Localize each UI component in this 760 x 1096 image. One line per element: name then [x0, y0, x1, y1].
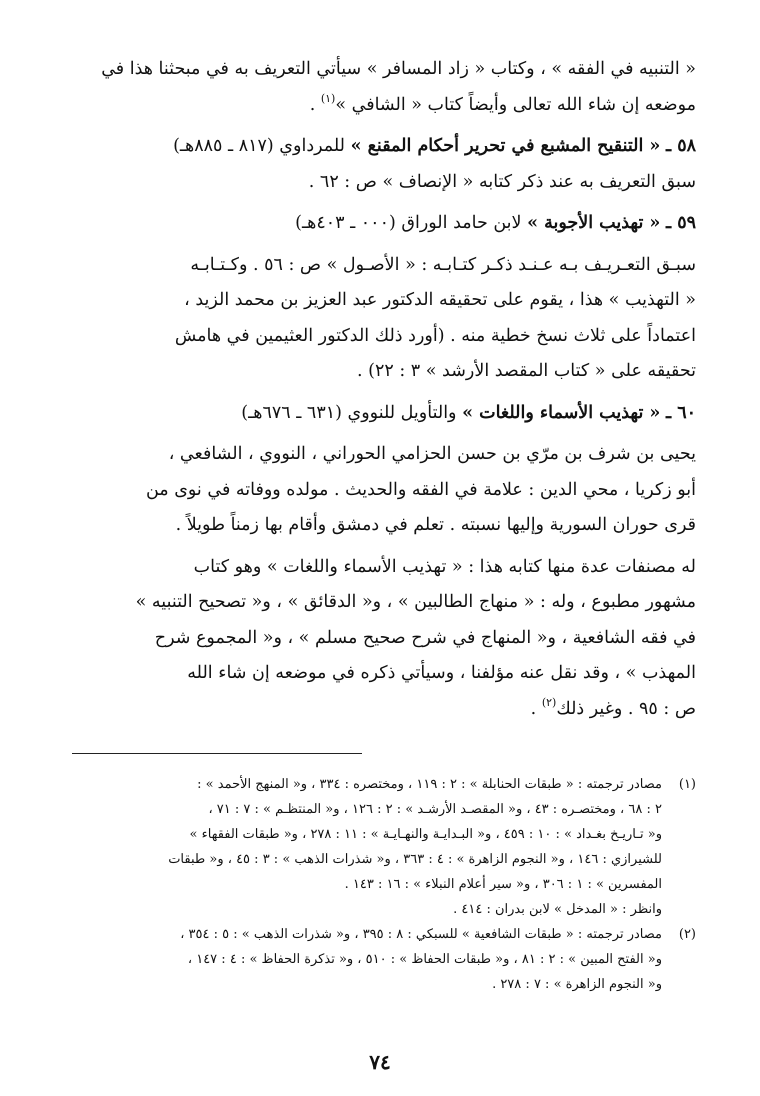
text-line: له مصنفات عدة منها كتابه هذا : « تهذيب الأسماء واللغات » وهو كتاب	[193, 556, 696, 577]
text-line: سبق التعريف به عند ذكر كتابه « الإنصاف » ص : ٦٢ .	[308, 171, 696, 192]
footnote-ref[interactable]: (٢)	[541, 695, 557, 709]
footnote-line: ٢ : ٦٨ ، ومختصـره : ٤٣ ، و« المقصـد الأرشـد » : ٢ : ١٢٦ ، و« المنتظـم » : ٧ : ٧١ ،	[208, 802, 662, 817]
footnote-number: (١)	[678, 777, 696, 792]
footnote-line: وانظر : « المدخل » لابن بدران : ٤١٤ .	[453, 902, 662, 917]
entry-heading	[64, 206, 696, 242]
entry-heading	[64, 129, 696, 165]
page-number: ٧٤	[369, 1050, 391, 1074]
footnote-body	[64, 922, 662, 997]
entry-author: للمرداوي (٨١٧ ـ ٨٨٥هـ)	[173, 136, 351, 156]
entry-title: « تهذيب الأسماء واللغات »	[462, 402, 661, 423]
entry-number: ٦٠ ـ	[665, 402, 696, 423]
footnote-ref[interactable]: (١)	[320, 91, 336, 105]
footnote-line: للشيرازي : ١٤٦ ، و« النجوم الزاهرة » : ٤ : ٣٦٣ ، و« شذرات الذهب » : ٣ : ٤٥ ، و« طبقات	[168, 852, 662, 867]
entry-author: والتأويل للنووي (٦٣١ ـ ٦٧٦هـ)	[241, 402, 463, 423]
footnote-line: مصادر ترجمته : « طبقات الشافعية » للسبكي : ٨ : ٣٩٥ ، و« شذرات الذهب » : ٥ : ٣٥٤ ،	[180, 927, 662, 942]
footnote-line: مصادر ترجمته : « طبقات الحنابلة » : ٢ : ١١٩ ، ومختصره : ٣٣٤ ، و« المنهج الأحمد » :	[197, 777, 662, 792]
text-line: مشهور مطبوع ، وله : « منهاج الطالبين » ، و« الدقائق » ، و« تصحيح التنبيه »	[135, 592, 696, 612]
footnote	[64, 772, 696, 922]
footnote-line: و« الفتح المبين » : ٢ : ٨١ ، و« طبقات الحفاظ » : ٥١٠ ، و« تذكرة الحفاظ » : ٤ : ١٤٧ ،	[187, 952, 662, 967]
footnote-separator	[72, 753, 362, 754]
text-line: سبـق التعـريـف بـه عـنـد ذكـر كتـابـه : « الأصـول » ص : ٥٦ . وكـتـابـه	[190, 254, 696, 275]
text-line	[64, 88, 696, 124]
text-span: .	[530, 698, 542, 719]
text-line: « التنبيه في الفقه » ، وكتاب « زاد المسافر » سيأتي التعريف به في مبحثنا هذا في	[101, 59, 696, 79]
text-line: اعتماداً على ثلاث نسخ خطية منه . (أورد ذلك الدكتور العثيمين في هامش	[174, 325, 696, 346]
text-line: في فقه الشافعية ، و« المنهاج في شرح صحيح مسلم » ، و« المجموع شرح	[154, 627, 696, 648]
footnote-line: المفسرين » : ١ : ٣٠٦ ، و« سير أعلام النبلاء » : ١٦ : ١٤٣ .	[344, 877, 662, 892]
text-line: قرى حوران السورية وإليها نسبته . تعلم في دمشق وأقام بها زمناً طويلاً .	[175, 515, 696, 535]
entry-title: « تهذيب الأجوبة »	[527, 213, 661, 233]
text-line: « التهذيب » هذا ، يقوم على تحقيقه الدكتور عبد العزيز بن محمد الزيد ،	[184, 290, 696, 310]
text-line: تحقيقه على « كتاب المقصد الأرشد » ٣ : ٢٢) .	[357, 361, 696, 381]
footnote-line: و« تـاريـخ بغـداد » : ١٠ : ٤٥٩ ، و« البـدايـة والنهـايـة » : ١١ : ٢٧٨ ، و« طبقات الفقهاء »	[189, 827, 662, 842]
entry-author: لابن حامد الوراق (٠٠٠ ـ ٤٠٣هـ)	[295, 213, 528, 233]
footnote	[64, 922, 696, 997]
text-line	[64, 692, 696, 728]
footnote-body	[64, 772, 662, 922]
entry-number: ٥٨ ـ	[665, 136, 696, 156]
text-span: .	[309, 94, 321, 115]
entry-heading	[64, 396, 696, 432]
text-line: المهذب » ، وقد نقل عنه مؤلفنا ، وسيأتي ذكره في موضعه إن شاء الله	[187, 663, 696, 683]
book-page	[64, 52, 696, 1074]
text-span: ص : ٩٥ . وغير ذلك	[556, 698, 696, 719]
entry-number: ٥٩ ـ	[665, 213, 696, 233]
text-line: يحيى بن شرف بن مرّي بن حسن الحزامي الحوراني ، النووي ، الشافعي ،	[168, 444, 696, 464]
entry-title: « التنقيح المشبع في تحرير أحكام المقنع »	[350, 136, 661, 156]
footnote-number: (٢)	[678, 927, 696, 942]
main-text	[64, 52, 696, 727]
footnotes	[64, 772, 696, 997]
footnote-line: و« النجوم الزاهرة » : ٧ : ٢٧٨ .	[492, 977, 662, 992]
text-span: موضعه إن شاء الله تعالى وأيضاً كتاب « الشافي »	[335, 94, 696, 115]
text-line: أبو زكريا ، محي الدين : علامة في الفقه والحديث . مولده ووفاته في نوى من	[145, 479, 696, 500]
